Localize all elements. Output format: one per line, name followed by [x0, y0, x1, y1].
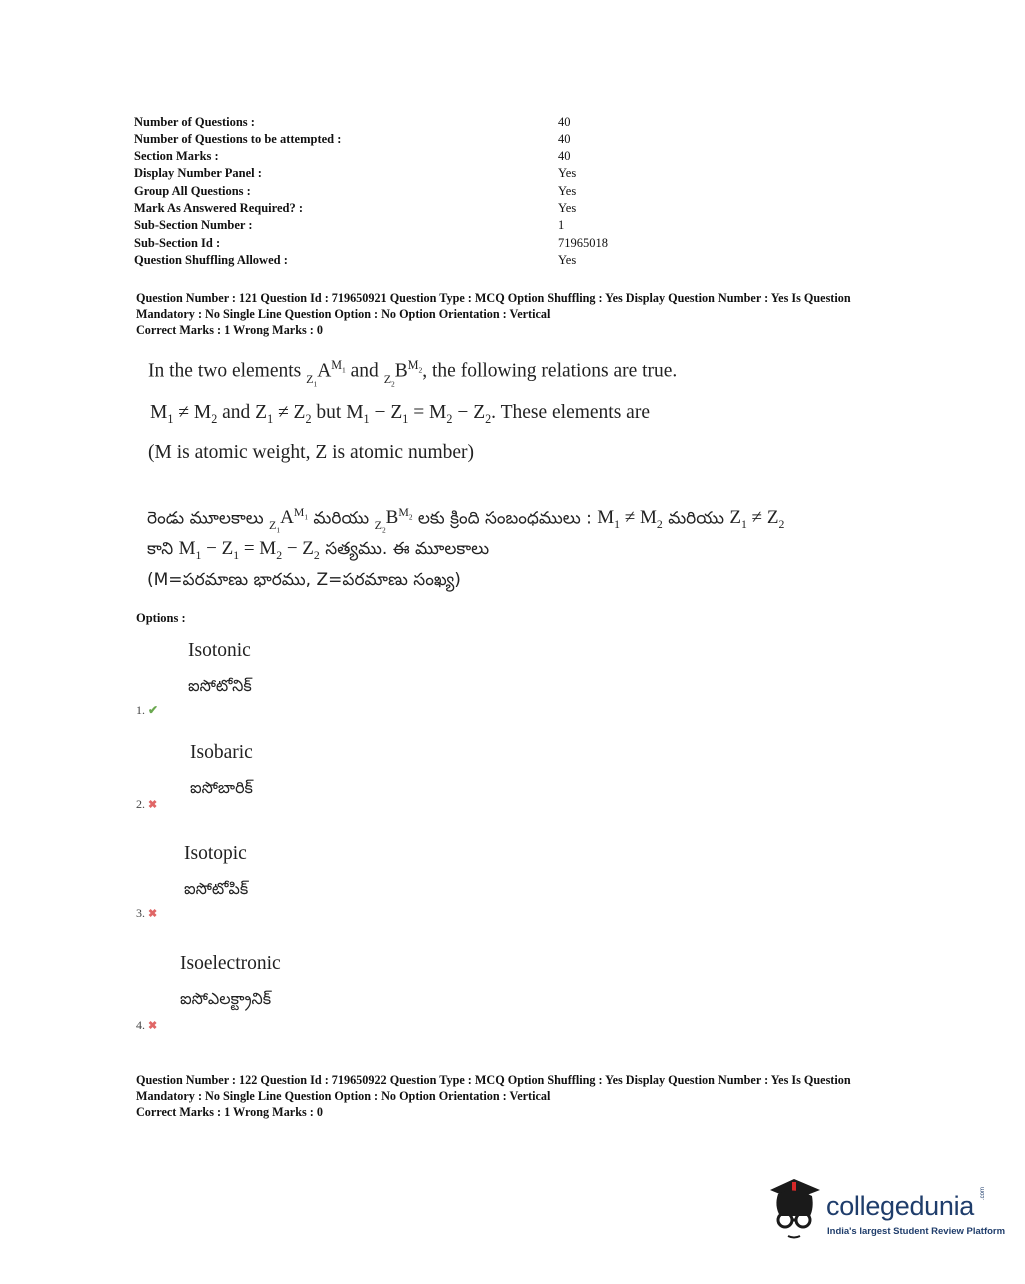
logo-suffix: .com: [980, 1186, 986, 1200]
wrong-cross-icon: ✖: [148, 908, 158, 920]
question-122-header: [136, 1073, 896, 1121]
info-value: 40: [558, 132, 571, 146]
info-label: Sub-Section Id :: [134, 236, 221, 250]
question-text-telugu-line2: కాని $M_1 - Z_1 = M_2 - Z_2$ సత్యము. ఈ మూలకాలు: [147, 538, 490, 562]
info-value: Yes: [558, 201, 577, 215]
option-english: Isobaric: [190, 742, 253, 763]
question-text-english-line3: (M is atomic weight, Z is atomic number): [148, 442, 475, 463]
info-value: 71965018: [558, 236, 608, 250]
info-label: Number of Questions to be attempted :: [134, 132, 342, 146]
correct-check-icon: ✔: [148, 703, 159, 717]
question-marks: Correct Marks : 1 Wrong Marks : 0: [136, 1105, 323, 1119]
logo-tagline: India's largest Student Review Platform: [827, 1226, 1006, 1237]
question-header-line: Question Number : 122 Question Id : 719650922 Question Type : MCQ Option Shuffling : Yes Display Question Number : Yes Is Question: [136, 1073, 851, 1087]
info-label: Display Number Panel :: [134, 166, 262, 180]
option-english: Isotopic: [184, 843, 247, 864]
question-and: and: [350, 360, 379, 382]
telugu-true: సత్యము. ఈ మూలకాలు: [325, 539, 490, 559]
info-value: 40: [558, 149, 571, 163]
info-value: Yes: [558, 184, 577, 198]
option-english: Isotonic: [188, 640, 251, 661]
info-label: Group All Questions :: [134, 184, 251, 198]
option-number: 4. ✖: [136, 1018, 158, 1032]
option-telugu: ఐసోటోపిక్: [184, 879, 249, 898]
wrong-cross-icon: ✖: [148, 1020, 158, 1032]
question-tail: , the following relations are true.: [422, 360, 678, 382]
info-label: Question Shuffling Allowed :: [134, 253, 288, 267]
question-header-line: Question Number : 121 Question Id : 719650921 Question Type : MCQ Option Shuffling : Yes Display Question Number : Yes Is Question: [136, 291, 851, 305]
telugu-and2: మరియు: [668, 508, 724, 529]
logo-wordmark: collegedunia: [826, 1191, 975, 1221]
question-header-line: Mandatory : No Single Line Question Option : No Option Orientation : Vertical: [136, 306, 551, 321]
wrong-cross-icon: ✖: [148, 799, 158, 811]
question-text-telugu-line1: రెండు మూలకాలు $_{Z_1}A^{M_1}$ మరియు $_{Z_2}B^{M_2}$ లకు క్రింది సంబంధములు : $M_1 \ne M_2$ మరియు $Z_1 \ne Z_2$: [147, 506, 785, 535]
info-label: Section Marks :: [134, 149, 219, 163]
telugu-but: కాని: [147, 539, 174, 559]
question-121-header: [136, 291, 896, 339]
info-label: Sub-Section Number :: [134, 218, 253, 232]
option-telugu: ఐసోటోనిక్: [188, 676, 252, 695]
question-text-english-line2: $M_1 \ne M_2$ and $Z_1 \ne Z_2$ but $M_1 - Z_1 = M_2 - Z_2$. These elements are: [150, 402, 650, 426]
telugu-intro: రెండు మూలకాలు: [147, 508, 264, 529]
option-english: Isoelectronic: [180, 953, 281, 974]
info-label: Mark As Answered Required? :: [134, 201, 303, 215]
mascot-icon: [766, 1176, 824, 1242]
question-marks: Correct Marks : 1 Wrong Marks : 0: [136, 323, 323, 337]
info-value: 1: [558, 218, 565, 232]
info-label: Number of Questions :: [134, 115, 255, 129]
option-number: 1. ✔: [136, 703, 159, 717]
options-label: Options :: [136, 611, 186, 625]
question-text-english-line1: In the two elements $_{Z_1}A^{M_1}$ and $_{Z_2}B^{M_2}$, the following relations are true.: [148, 358, 678, 388]
info-value: Yes: [558, 166, 577, 180]
option-telugu: ఐసోఎలక్ట్రానిక్: [180, 989, 272, 1008]
telugu-mid: లకు క్రింది సంబంధములు :: [417, 508, 592, 529]
question-header-line: Mandatory : No Single Line Question Option : No Option Orientation : Vertical: [136, 1088, 551, 1103]
question-intro: In the two elements: [148, 360, 302, 382]
option-number: 3. ✖: [136, 906, 158, 920]
info-value: 40: [558, 115, 571, 129]
option-telugu: ఐసోబారిక్: [190, 778, 253, 797]
option-number: 2. ✖: [136, 797, 158, 811]
telugu-and: మరియు: [313, 508, 370, 529]
info-value: Yes: [558, 253, 577, 267]
question-text-telugu-line3: (M=పరమాణు భారము, Z=పరమాణు సంఖ్య): [147, 570, 461, 590]
